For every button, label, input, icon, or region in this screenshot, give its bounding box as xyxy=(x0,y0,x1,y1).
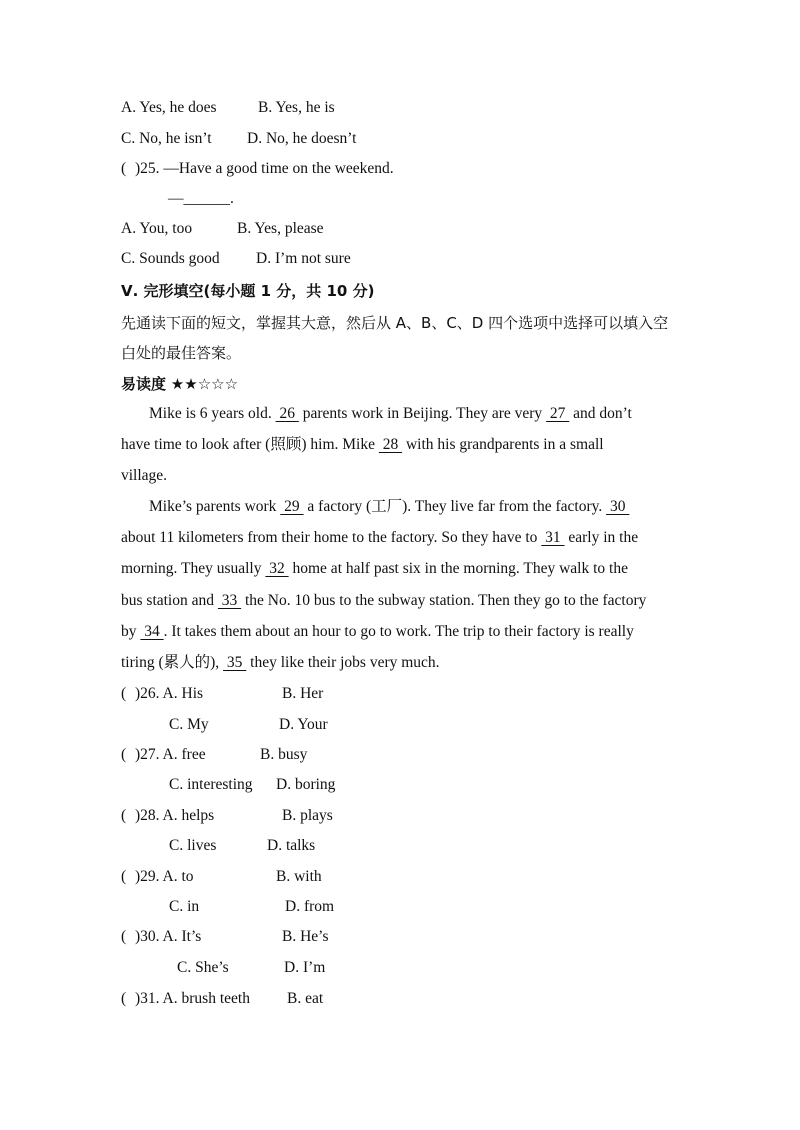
q31-stem: ( )31. A. brush teeth xyxy=(121,990,250,1007)
answer-paren[interactable]: ( xyxy=(121,160,127,177)
section-title: Ⅴ. 完形填空(每小题 1 分，共 10 分) xyxy=(121,282,375,300)
answer-paren[interactable]: ( xyxy=(121,685,127,702)
q29-stem: ( )29. A. to xyxy=(121,868,194,885)
answer-paren[interactable]: ( xyxy=(121,746,127,763)
q30-option-d: D. I’m xyxy=(284,959,326,976)
q28-stem: ( )28. A. helps xyxy=(121,807,215,824)
passage-line-1: Mike is 6 years old. 26 parents work in Beijing. They are very 27 and don’t xyxy=(149,405,632,422)
passage-line-9: tiring (累人的), 35 they like their jobs very much. xyxy=(121,654,440,671)
q30-stem: ( )30. A. It’s xyxy=(121,928,202,945)
blank-35: 35 xyxy=(223,654,247,671)
passage-line-7: bus station and 33 the No. 10 bus to the subway station. Then they go to the factory xyxy=(121,592,647,609)
passage-line-4: Mike’s parents work 29 a factory (工厂). They live far from the factory. 30 xyxy=(149,498,630,515)
blank-33: 33 xyxy=(217,592,242,609)
q26-stem: ( )26. A. His xyxy=(121,685,204,702)
q27-stem: ( )27. A. free xyxy=(121,746,206,763)
q30-option-b: B. He’s xyxy=(282,928,329,945)
q24-option-b: B. Yes, he is xyxy=(258,99,335,116)
passage-line-8: by 34 . It takes them about an hour to go to work. The trip to their factory is really xyxy=(121,623,634,640)
q29-option-b: B. with xyxy=(276,868,322,885)
q25-option-d: D. I’m not sure xyxy=(256,250,351,267)
blank-26: 26 xyxy=(275,405,299,422)
difficulty-stars: ★★☆☆☆ xyxy=(170,375,239,393)
q25-option-b: B. Yes, please xyxy=(237,220,324,237)
q24-option-a: A. Yes, he does xyxy=(121,99,217,116)
q25-option-c: C. Sounds good xyxy=(121,250,220,267)
q27-option-c: C. interesting xyxy=(169,776,253,793)
blank-29: 29 xyxy=(280,498,304,515)
answer-paren[interactable]: ( xyxy=(121,928,127,945)
q25-stem: ( )25. —Have a good time on the weekend. xyxy=(121,160,394,177)
q24-option-c: C. No, he isn’t xyxy=(121,130,212,147)
q27-option-d: D. boring xyxy=(276,776,336,793)
q26-option-c: C. My xyxy=(169,716,209,733)
q25-option-a: A. You, too xyxy=(121,220,193,237)
section-instructions-line-1: 先通读下面的短文，掌握其大意，然后从 A、B、C、D 四个选项中选择可以填入空 xyxy=(121,314,669,332)
q26-option-b: B. Her xyxy=(282,685,324,702)
q29-option-d: D. from xyxy=(285,898,335,915)
blank-32: 32 xyxy=(265,560,289,577)
q29-option-c: C. in xyxy=(169,898,200,915)
passage-line-6: morning. They usually 32 home at half past six in the morning. They walk to the xyxy=(121,560,628,577)
blank-34: 34 xyxy=(140,623,164,640)
q31-option-b: B. eat xyxy=(287,990,324,1007)
difficulty-rating xyxy=(121,374,238,394)
passage-line-2: have time to look after (照顾) him. Mike 28 with his grandparents in a small xyxy=(121,436,604,453)
q28-option-b: B. plays xyxy=(282,807,333,824)
q26-option-d: D. Your xyxy=(279,716,328,733)
answer-paren[interactable]: ( xyxy=(121,990,127,1007)
answer-paren[interactable]: ( xyxy=(121,807,127,824)
blank-28: 28 xyxy=(378,436,403,453)
blank-30: 30 xyxy=(606,498,630,515)
q28-option-d: D. talks xyxy=(267,837,316,854)
q24-option-d: D. No, he doesn’t xyxy=(247,130,357,147)
passage-line-5: about 11 kilometers from their home to the factory. So they have to 31 early in the xyxy=(121,529,639,546)
difficulty-label: 易读度 xyxy=(121,375,167,393)
q28-option-c: C. lives xyxy=(169,837,217,854)
answer-paren[interactable]: ( xyxy=(121,868,127,885)
section-instructions-line-2: 白处的最佳答案。 xyxy=(121,344,242,362)
blank-27: 27 xyxy=(546,405,570,422)
blank-31: 31 xyxy=(541,529,565,546)
q27-option-b: B. busy xyxy=(260,746,308,763)
q30-option-c: C. She’s xyxy=(177,959,229,976)
q25-reply-blank: —______. xyxy=(168,190,234,207)
passage-line-3: village. xyxy=(121,467,168,484)
